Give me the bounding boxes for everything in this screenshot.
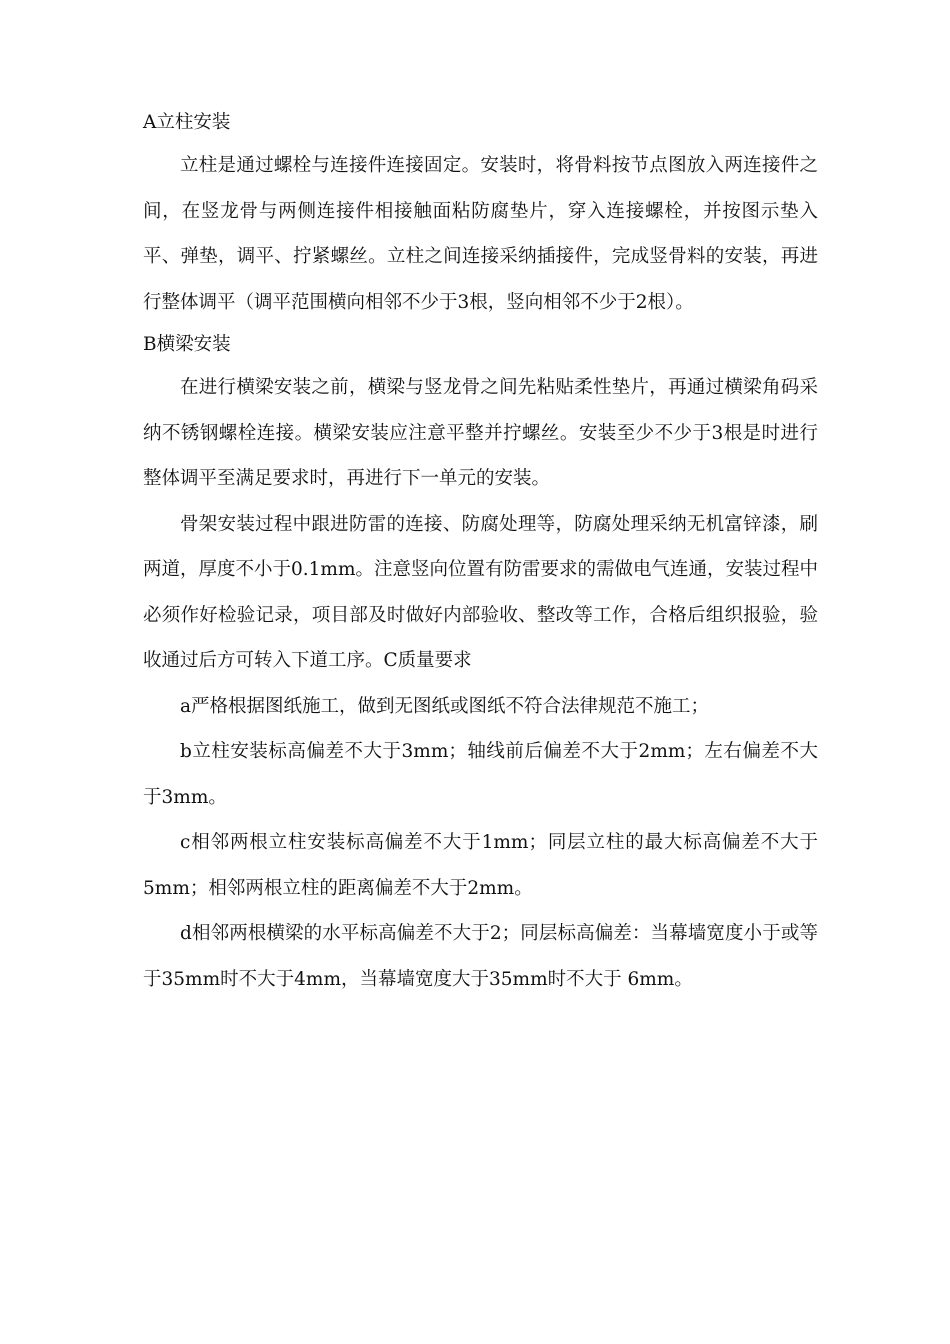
section-b-paragraph-2: 骨架安装过程中跟进防雷的连接、防腐处理等，防腐处理采纳无机富锌漆，刷两道，厚度不小于0.1mm。注意竖向位置有防雷要求的需做电气连通，安装过程中必须作好检验记录，项目部及时做好内部验收、整改等工作，合格后组织报验，验收通过后方可转入下道工序。C质量要求 bbox=[143, 513, 819, 671]
quality-requirement-d: d相邻两根横梁的水平标高偏差不大于2；同层标高偏差：当幕墙宽度小于或等于35mm时不大于4mm，当幕墙宽度大于35mm时不大于 6mm。 bbox=[143, 923, 818, 990]
section-b-heading: B横梁安装 bbox=[143, 334, 231, 355]
quality-requirement-a: a严格根据图纸施工，做到无图纸或图纸不符合法律规范不施工； bbox=[180, 695, 710, 717]
section-a-heading: A立柱安装 bbox=[143, 112, 231, 133]
document-page bbox=[143, 103, 818, 1002]
section-b-paragraph-1: 在进行横梁安装之前，横梁与竖龙骨之间先粘贴柔性垫片，再通过横梁角码采纳不锈钢螺栓连接。横梁安装应注意平整并拧螺丝。安装至少不少于3根是时进行整体调平至满足要求时，再进行下一单元的安装。 bbox=[143, 377, 818, 489]
quality-requirement-b: b立柱安装标高偏差不大于3mm；轴线前后偏差不大于2mm；左右偏差不大于3mm。 bbox=[143, 741, 818, 808]
quality-requirement-c: c相邻两根立柱安装标高偏差不大于1mm；同层立柱的最大标高偏差不大于5mm；相邻两根立柱的距离偏差不大于2mm。 bbox=[143, 832, 818, 899]
section-a-paragraph: 立柱是通过螺栓与连接件连接固定。安装时，将骨料按节点图放入两连接件之间，在竖龙骨与两侧连接件相接触面粘防腐垫片，穿入连接螺栓，并按图示垫入平、弹垫，调平、拧紧螺丝。立柱之间连接采纳插接件，完成竖骨料的安装，再进行整体调平（调平范围横向相邻不少于3根，竖向相邻不少于2根）。 bbox=[143, 155, 818, 313]
